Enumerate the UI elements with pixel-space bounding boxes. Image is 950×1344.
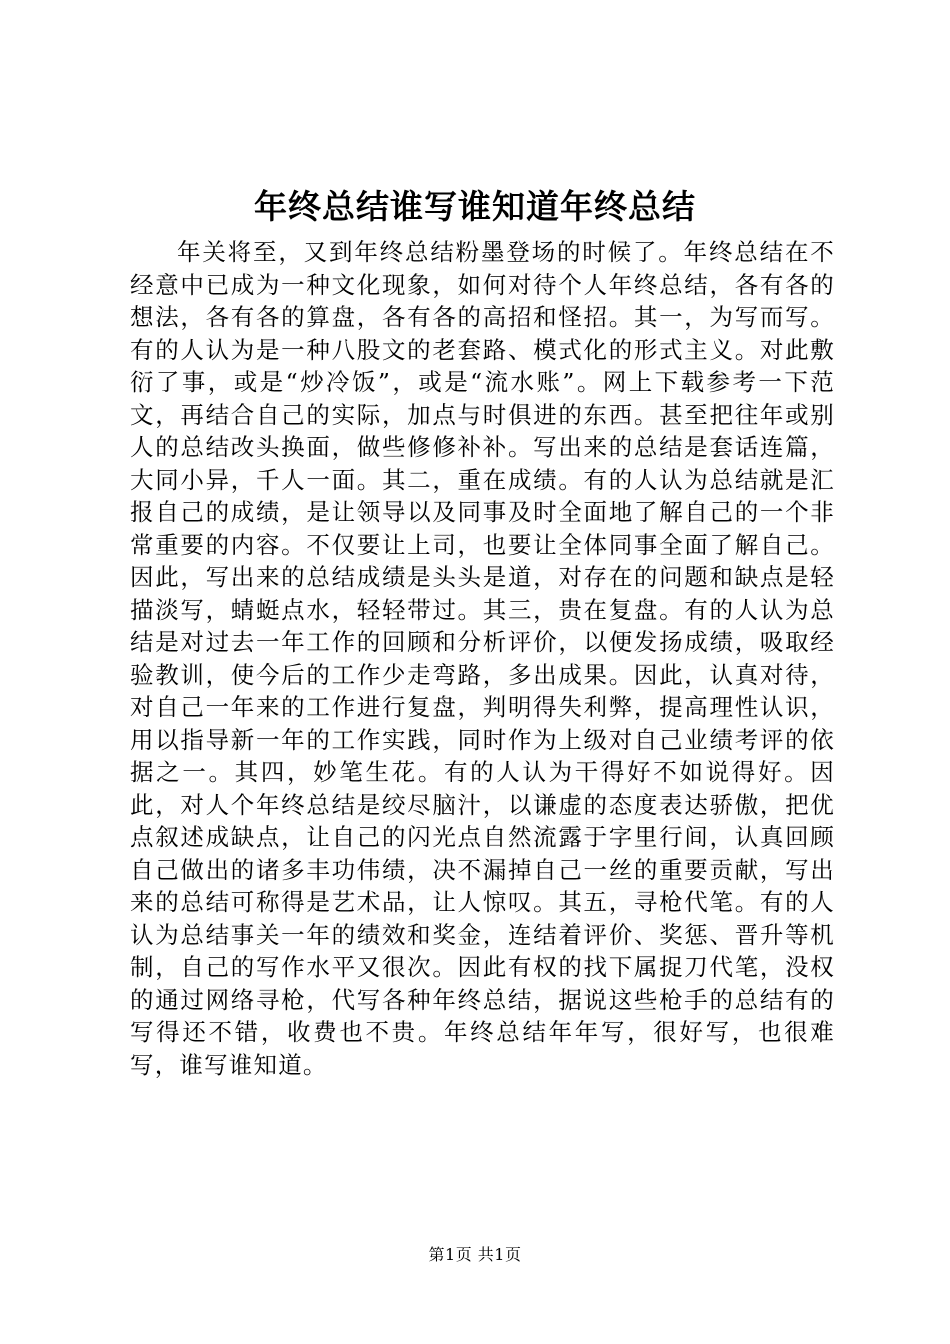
- document-body-paragraph: 年关将至，又到年终总结粉墨登场的时候了。年终总结在不经意中已成为一种文化现象，如何对待个人年终总结，各有各的想法，各有各的算盘，各有各的高招和怪招。其一，为写而写。有的人认为是一种八股文的老套路、模式化的形式主义。对此敷衍了事，或是“炒冷饭”，或是“流水账”。网上下载参考一下范文，再结合自己的实际，加点与时俱进的东西。甚至把往年或别人的总结改头换面，做些修修补补。写出来的总结是套话连篇，大同小异，千人一面。其二，重在成绩。有的人认为总结就是汇报自己的成绩，是让领导以及同事及时全面地了解自己的一个非常重要的内容。不仅要让上司，也要让全体同事全面了解自己。因此，写出来的总结成绩是头头是道，对存在的问题和缺点是轻描淡写，蜻蜓点水，轻轻带过。其三，贵在复盘。有的人认为总结是对过去一年工作的回顾和分析评价，以便发扬成绩，吸取经验教训，使今后的工作少走弯路，多出成果。因此，认真对待，对自己一年来的工作进行复盘，判明得失利弊，提高理性认识，用以指导新一年的工作实践，同时作为上级对自己业绩考评的依据之一。其四，妙笔生花。有的人认为干得好不如说得好。因此，对人个年终总结是绞尽脑汁，以谦虚的态度表达骄傲，把优点叙述成缺点，让自己的闪光点自然流露于字里行间，认真回顾自己做出的诸多丰功伟绩，决不漏掉自己一丝的重要贡献，写出来的总结可称得是艺术品，让人惊叹。其五，寻枪代笔。有的人认为总结事关一年的绩效和奖金，连结着评价、奖惩、晋升等机制，自己的写作水平又很次。因此有权的找下属捉刀代笔，没权的通过网络寻枪，代写各种年终总结，据说这些枪手的总结有的写得还不错，收费也不贵。年终总结年年写，很好写，也很难写，谁写谁知道。: [130, 238, 835, 1079]
- document-title: 年终总结谁写谁知道年终总结: [254, 187, 696, 226]
- page-number-footer: 第1页 共1页: [428, 1245, 522, 1264]
